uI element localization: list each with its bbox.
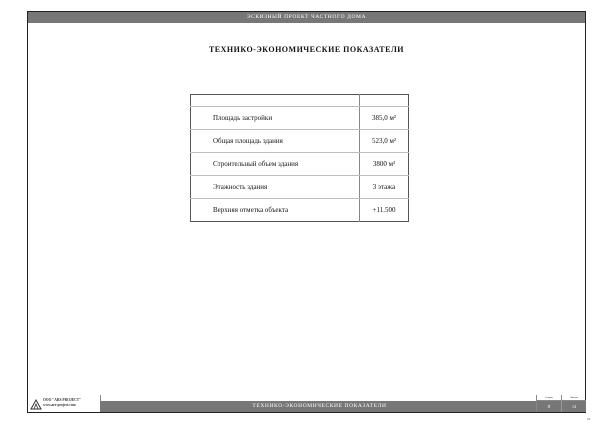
sheet-title-band: ТЕХНИКО-ЭКОНОМИЧЕСКИЕ ПОКАЗАТЕЛИ (100, 401, 539, 412)
sheets-value: 14 (561, 401, 586, 412)
company-logo-icon (30, 397, 42, 415)
indicator-name: Площадь застройки (191, 107, 360, 130)
indicator-name: Этажность здания (191, 176, 360, 199)
indicators-table (190, 94, 409, 222)
table-header-row (191, 95, 409, 107)
stage-value: П (537, 401, 561, 412)
drawing-sheet (27, 11, 586, 413)
company-name-line: ООО "ARS PROJECT" (43, 398, 82, 402)
indicator-name: Верхняя отметка объекта (213, 206, 289, 214)
indicator-value: 523,0 м² (360, 130, 409, 153)
table-row (191, 130, 409, 153)
table-row (191, 199, 409, 222)
company-logo-box (28, 395, 101, 412)
page-title: ТЕХНИКО-ЭКОНОМИЧЕСКИЕ ПОКАЗАТЕЛИ (208, 45, 405, 54)
indicator-value: 385,0 м² (360, 107, 409, 130)
project-title-band: ЭСКИЗНЫЙ ПРОЕКТ ЧАСТНОГО ДОМА (28, 12, 585, 23)
sheets-header: Листов (561, 395, 586, 401)
indicator-value: 3 этажа (360, 176, 409, 199)
indicator-name: Строительный объем здания (191, 153, 360, 176)
table-row (191, 153, 409, 176)
title-block (28, 395, 585, 412)
indicator-name: Общая площадь здания (191, 130, 360, 153)
page-number: 04 (587, 417, 590, 421)
table-row (191, 176, 409, 199)
indicator-value: 3800 м³ (360, 153, 409, 176)
company-name (43, 398, 81, 408)
stamp-cells (536, 395, 585, 412)
table-row (191, 107, 409, 130)
indicator-value: +11.500 (360, 199, 409, 222)
stage-header: Стадия (537, 395, 561, 401)
company-website: www.ars-project.com (43, 403, 76, 407)
